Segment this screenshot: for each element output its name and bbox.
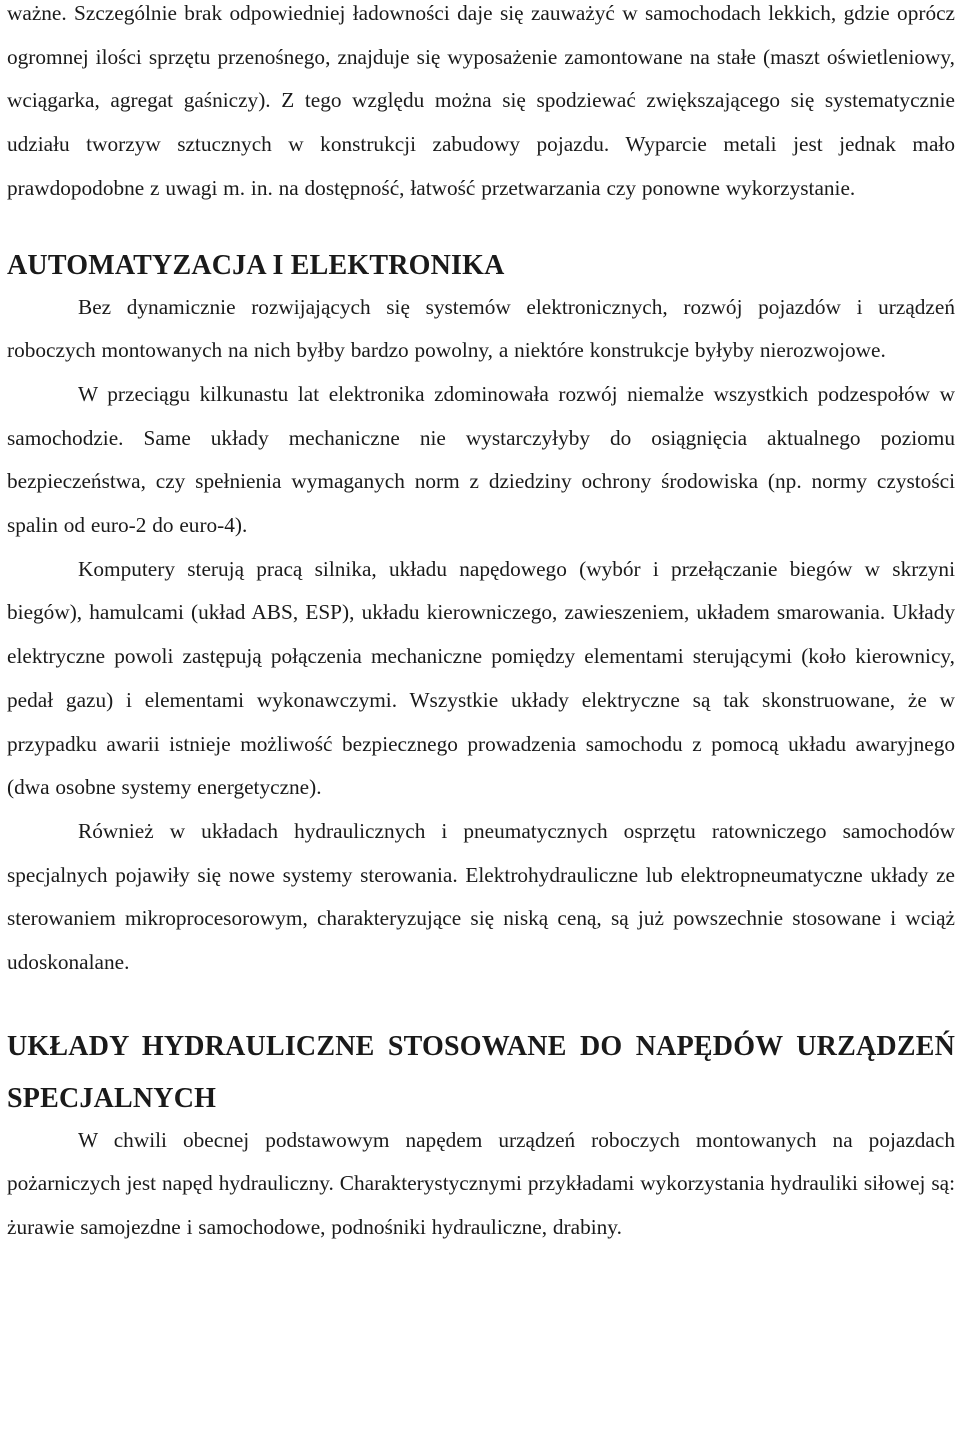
intro-paragraph: ważne. Szczególnie brak odpowiedniej ładowności daje się zauważyć w samochodach lekkich, gdzie oprócz ogromnej ilości sprzętu przenośnego, znajduje się wyposażenie zamontowane na stałe (maszt oświetleniowy, wciągarka, agregat gaśniczy). Z tego względu można się spodziewać zwiększającego się systematycznie udziału tworzyw sztucznych w konstrukcji zabudowy pojazdu. Wyparcie metali jest jednak mało prawdopodobne z uwagi m. in. na dostępność, łatwość przetwarzania czy ponowne wykorzystanie. (7, 1, 955, 200)
paragraph-hydraulic-control: Również w układach hydraulicznych i pneumatycznych osprzętu ratowniczego samochodów specjalnych pojawiły się nowe systemy sterowania. Elektrohydrauliczne lub elektropneumatyczne układy ze sterowaniem mikroprocesorowym, charakteryzujące się niską ceną, są już powszechnie stosowane i wciąż udoskonalane. (7, 818, 955, 975)
paragraph-electronics-dominance: W przeciągu kilkunastu lat elektronika zdominowała rozwój niemalże wszystkich podzespołów w samochodzie. Same układy mechaniczne nie wystarczyłyby do osiągnięcia aktualnego poziomu bezpieczeństwa, czy spełnienia wymaganych norm z dziedziny ochrony środowiska (np. normy czystości spalin od euro-2 do euro-4). (7, 381, 955, 538)
paragraph-hydraulic-drive: W chwili obecnej podstawowym napędem urządzeń roboczych montowanych na pojazdach pożarniczych jest napęd hydrauliczny. Charakterystycznymi przykładami wykorzystania hydrauliki siłowej są: żurawie samojezdne i samochodowe, podnośniki hydrauliczne, drabiny. (7, 1127, 955, 1240)
section-heading-automation: AUTOMATYZACJA I ELEKTRONIKA (7, 249, 505, 281)
paragraph-computers-control: Komputery sterują pracą silnika, układu napędowego (wybór i przełączanie biegów w skrzyni biegów), hamulcami (układ ABS, ESP), układu kierowniczego, zawieszeniem, układem smarowania. Układy elektryczne powoli zastępują połączenia mechaniczne pomiędzy elementami sterującymi (koło kierownicy, pedał gazu) i elementami wykonawczymi. Wszystkie układy elektryczne są tak skonstruowane, że w przypadku awarii istnieje możliwość bezpiecznego prowadzenia samochodu z pomocą układu awaryjnego (dwa osobne systemy energetyczne). (7, 556, 955, 800)
section-heading-hydraulics: UKŁADY HYDRAULICZNE STOSOWANE DO NAPĘDÓW URZĄDZEŃ SPECJALNYCH (7, 1030, 955, 1114)
paragraph-electronics-intro: Bez dynamicznie rozwijających się systemów elektronicznych, rozwój pojazdów i urządzeń roboczych montowanych na nich byłby bardzo powolny, a niektóre konstrukcje byłyby nierozwojowe. (7, 294, 955, 363)
